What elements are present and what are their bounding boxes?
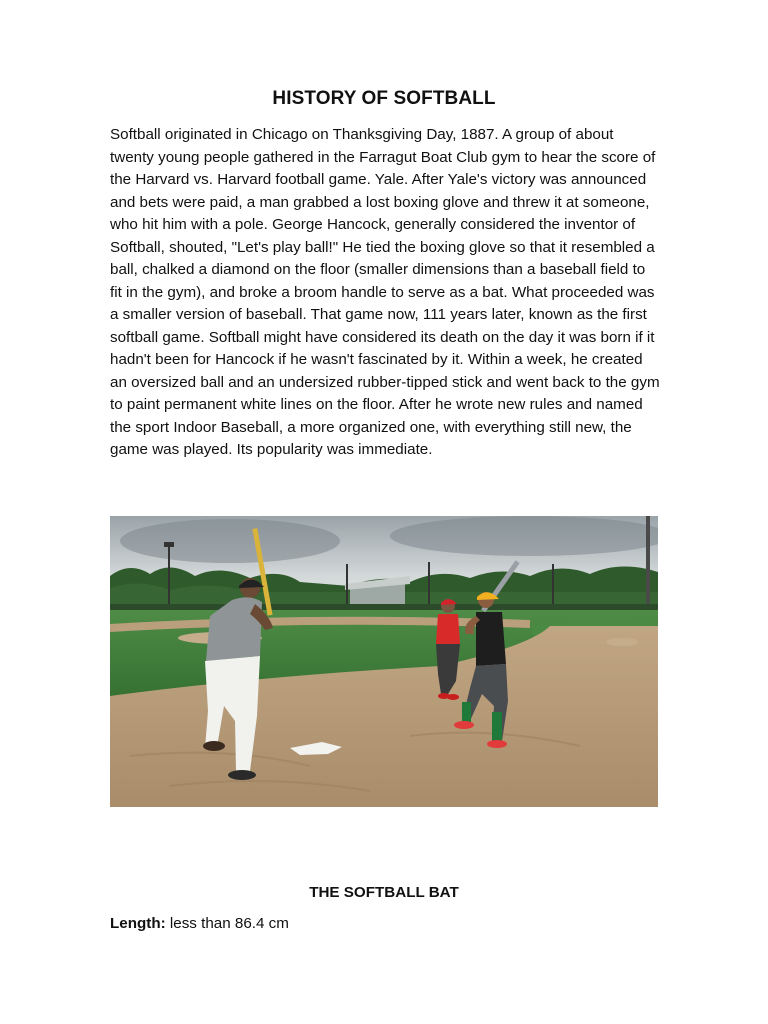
light-pole — [552, 564, 554, 606]
light-pole — [346, 564, 348, 606]
page-title: HISTORY OF SOFTBALL — [272, 88, 496, 109]
fielder-shoe — [447, 694, 459, 700]
base-patch — [606, 638, 638, 646]
spec-value: less than 86.4 cm — [165, 915, 289, 932]
light-pole — [428, 562, 430, 606]
fielder-shirt — [436, 614, 460, 644]
hitter-shoe — [487, 740, 507, 748]
cloud — [390, 516, 658, 556]
batter-shoe — [228, 770, 256, 780]
batter-shoe — [203, 741, 225, 751]
hitter-socks — [492, 712, 502, 740]
light-pole — [168, 546, 170, 606]
photo-illustration — [110, 516, 658, 807]
softball-practice-photo — [110, 516, 658, 807]
outfield-fence — [110, 604, 658, 610]
light-pole-head — [164, 542, 174, 547]
cloud — [120, 519, 340, 563]
hitter-shoe — [454, 721, 474, 729]
hitter-socks — [462, 702, 471, 722]
bat-length-spec — [110, 915, 289, 932]
history-paragraph: Softball originated in Chicago on Thanksgiving Day, 1887. A group of about twenty young people gathered in the Farragut Boat Club gym to hear the score of the Harvard vs. Harvard football game. Yale. After Yale's victory was announced and bets were paid, a man grabbed a lost boxing glove and threw it at someone, who hit him with a pole. George Hancock, generally considered the inventor of Softball, shouted, "Let's play ball!" He tied the boxing glove so that it resembled a ball, chalked a diamond on the floor (smaller dimensions than a baseball field to fit in the gym), and broke a broom handle to serve as a bat. What proceeded was a smaller version of baseball. That game now, 111 years later, known as the first softball game. Softball might have considered its death on the day it was born if it hadn't been for Hancock if he wasn't fascinated by it. Within a week, he created an oversized ball and an undersized rubber-tipped stick and went back to the gym to paint permanent white lines on the floor. After he wrote new rules and named the sport Indoor Baseball, a more organized one, with everything still new, the game was played. Its popularity was immediate. — [110, 126, 660, 458]
section-title: THE SOFTBALL BAT — [309, 884, 459, 901]
hitter-top — [476, 612, 506, 666]
spec-label: Length: — [110, 915, 166, 932]
